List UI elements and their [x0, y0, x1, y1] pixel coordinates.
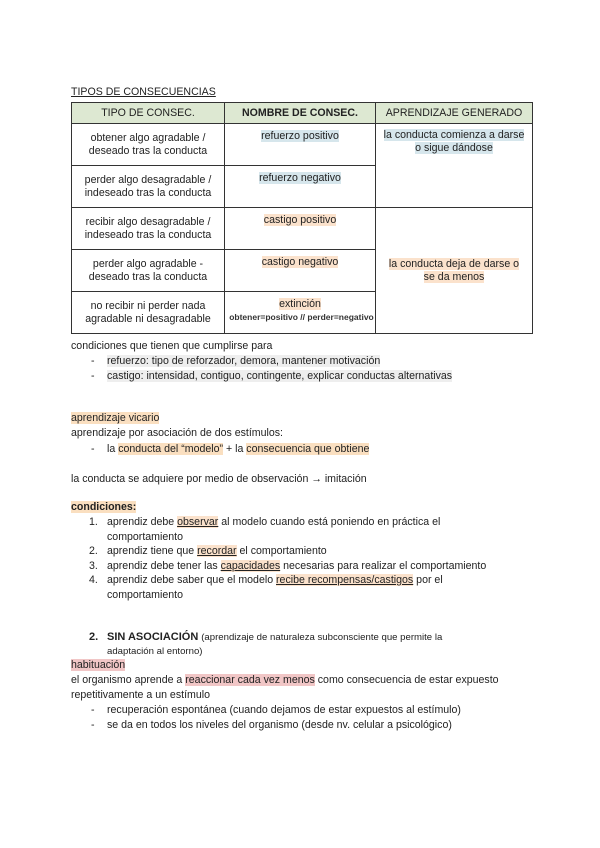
- nombre-cell: extinción: [225, 292, 376, 334]
- dash-bullet: -: [91, 370, 95, 382]
- habituacion-definition-cont: repetitivamente a un estímulo: [71, 689, 210, 701]
- section-number: 2.: [89, 631, 99, 643]
- consequences-table: [71, 102, 533, 334]
- dash-bullet: -: [91, 443, 95, 455]
- observacion-line: la conducta se adquiere por medio de observación → imitación: [71, 473, 367, 485]
- dash-bullet: -: [91, 704, 95, 716]
- header-nombre: NOMBRE DE CONSEC.: [225, 103, 376, 124]
- list-item: aprendiz debe tener las capacidades necesarias para realizar el comportamiento: [107, 560, 487, 572]
- list-item: aprendiz tiene que recordar el comportamiento: [107, 545, 327, 557]
- list-item: castigo: intensidad, contiguo, contingente, explicar conductas alternativas: [107, 370, 453, 382]
- header-tipo: TIPO DE CONSEC.: [72, 103, 225, 124]
- list-item: aprendiz debe saber que el modelo recibe recompensas/castigos por el: [107, 574, 443, 586]
- list-item: refuerzo: tipo de reforzador, demora, mantener motivación: [107, 355, 381, 367]
- tipo-cell: no recibir ni perder nada agradable ni desagradable: [72, 292, 225, 334]
- nombre-cell: refuerzo positivo: [225, 124, 376, 166]
- list-number: 4.: [89, 574, 98, 586]
- table-header-row: [72, 103, 533, 124]
- list-number: 3.: [89, 560, 98, 572]
- tipo-cell: obtener algo agradable / deseado tras la conducta: [72, 124, 225, 166]
- list-item: se da en todos los niveles del organismo (desde nv. celular a psicológico): [107, 719, 452, 731]
- condiciones-heading: condiciones:: [71, 501, 137, 513]
- aprendizaje-refuerzo-cell: la conducta comienza a darse o sigue dándose: [376, 124, 533, 208]
- habituacion-definition: el organismo aprende a reaccionar cada vez menos como consecuencia de estar expuesto: [71, 674, 499, 686]
- table-caption: obtener=positivo // perder=negativo: [229, 312, 374, 322]
- header-aprendizaje: APRENDIZAJE GENERADO: [376, 103, 533, 124]
- dash-bullet: -: [91, 355, 95, 367]
- nombre-cell: castigo negativo: [225, 250, 376, 292]
- tipo-cell: perder algo agradable - deseado tras la conducta: [72, 250, 225, 292]
- list-item: la conducta del “modelo” + la consecuencia que obtiene: [107, 443, 370, 455]
- list-item-cont: comportamiento: [107, 589, 183, 601]
- section-title: TIPOS DE CONSECUENCIAS: [71, 86, 216, 98]
- list-number: 2.: [89, 545, 98, 557]
- list-item: recuperación espontánea (cuando dejamos de estar expuestos al estímulo): [107, 704, 461, 716]
- table-row: [72, 124, 533, 166]
- sin-asociacion-desc: adaptación al entorno): [107, 646, 203, 657]
- tipo-cell: perder algo desagradable / indeseado tras la conducta: [72, 166, 225, 208]
- nombre-cell: castigo positivo: [225, 208, 376, 250]
- tipo-cell: recibir algo desagradable / indeseado tras la conducta: [72, 208, 225, 250]
- list-number: 1.: [89, 516, 98, 528]
- vicario-heading: aprendizaje vicario: [71, 412, 160, 424]
- table-row: [72, 208, 533, 250]
- nombre-cell: refuerzo negativo: [225, 166, 376, 208]
- dash-bullet: -: [91, 719, 95, 731]
- vicario-definition: aprendizaje por asociación de dos estímulos:: [71, 427, 283, 439]
- aprendizaje-castigo-cell: la conducta deja de darse o se da menos: [376, 208, 533, 334]
- list-item-cont: comportamiento: [107, 531, 183, 543]
- sin-asociacion-heading: SIN ASOCIACIÓN (aprendizaje de naturaleza subconsciente que permite la: [107, 631, 443, 643]
- condiciones-intro: condiciones que tienen que cumplirse para: [71, 340, 273, 352]
- list-item: aprendiz debe observar al modelo cuando está poniendo en práctica el: [107, 516, 441, 528]
- habituacion-heading: habituación: [71, 659, 126, 671]
